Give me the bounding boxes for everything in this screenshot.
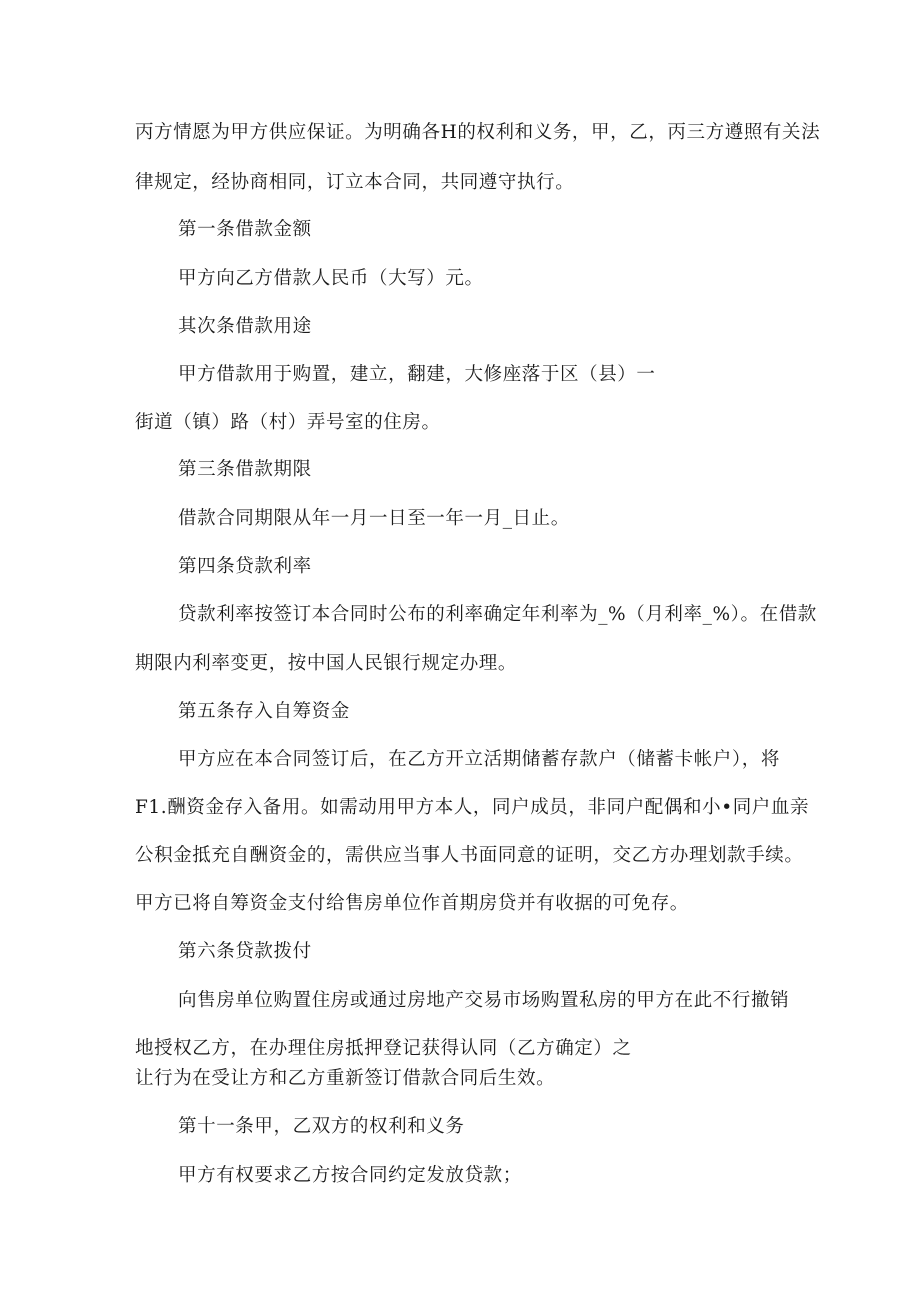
body-text-line: 街道（镇）路（村）弄号室的住房。 bbox=[135, 412, 441, 433]
body-text-line: 甲方向乙方借款人民币（大写）元。 bbox=[178, 268, 484, 289]
body-text-line: 贷款利率按签订本合同时公布的利率确定年利率为_%（月利率_%）。在借款 bbox=[178, 604, 817, 625]
body-text-line: 让行为在受让方和乙方重新签订借款合同后生效。 bbox=[135, 1068, 556, 1089]
body-text-line: 甲方借款用于购置，建立，翻建，大修座落于区（县）一 bbox=[178, 364, 656, 385]
body-text-line: 甲方有权要求乙方按合同约定发放贷款； bbox=[178, 1165, 522, 1186]
body-text-line: 甲方已将自筹资金支付给售房单位作首期房贷并有收据的可免存。 bbox=[135, 893, 689, 914]
body-text-line: 甲方应在本合同签订后，在乙方开立活期储蓄存款户（储蓄卡帐户），将 bbox=[178, 749, 780, 770]
clause-heading: 第一条借款金额 bbox=[178, 219, 312, 240]
clause-heading: 其次条借款用途 bbox=[178, 316, 312, 337]
clause-heading: 第十一条甲，乙双方的权利和义务 bbox=[178, 1116, 465, 1137]
body-text-line: 地授权乙方，在办理住房抵押登记获得认同（乙方确定）之 bbox=[135, 1038, 632, 1059]
body-text-line: 公积金抵充自酬资金的，需供应当事人书面同意的证明，交乙方办理划款手续。 bbox=[135, 845, 804, 866]
body-text-line: 律规定，经协商相同，订立本合同，共同遵守执行。 bbox=[135, 172, 575, 193]
body-text-line: 丙方情愿为甲方供应保证。为明确各H的权利和义务，甲，乙，丙三方遵照有关法 bbox=[135, 122, 821, 143]
body-text-line: 借款合同期限从年一月一日至一年一月_日止。 bbox=[178, 508, 570, 529]
clause-heading: 第五条存入自筹资金 bbox=[178, 701, 350, 722]
clause-heading: 第四条贷款利率 bbox=[178, 556, 312, 577]
clause-heading: 第六条贷款拨付 bbox=[178, 941, 312, 962]
body-text-line: F1.酬资金存入备用。如需动用甲方本人，同户成员，非同户配偶和小•同户血亲 bbox=[135, 797, 810, 818]
clause-heading: 第三条借款期限 bbox=[178, 459, 312, 480]
body-text-line: 期限内利率变更，按中国人民银行规定办理。 bbox=[135, 653, 518, 674]
body-text-line: 向售房单位购置住房或通过房地产交易市场购置私房的甲方在此不行撤销 bbox=[178, 990, 790, 1011]
